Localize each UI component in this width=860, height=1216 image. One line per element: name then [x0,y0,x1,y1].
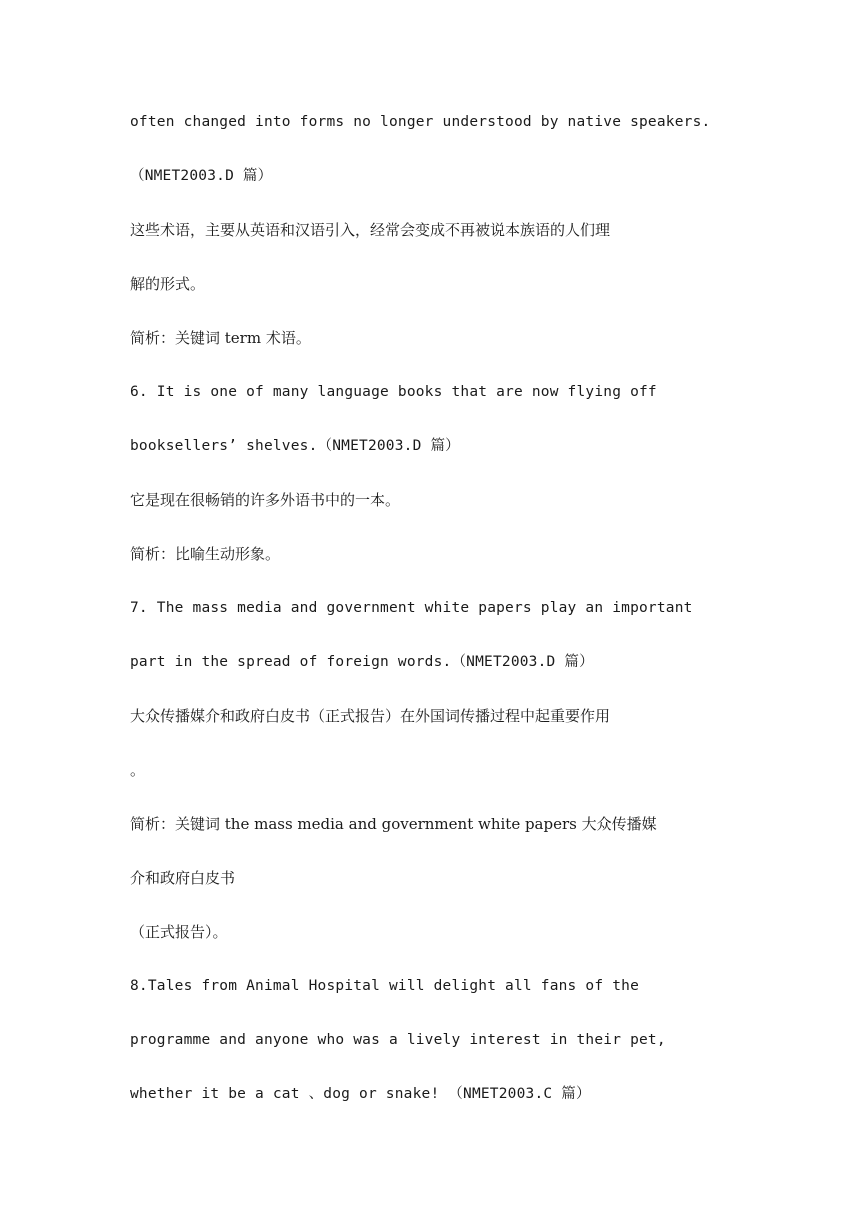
translation-line-2: 解的形式。 [130,275,206,293]
translation-6: 它是现在很畅销的许多外语书中的一本。 [130,491,401,509]
example-sentence-7: 7. The mass media and government white papers play an important [130,600,693,616]
example-sentence-8: 8.Tales from Animal Hospital will delight all fans of the [130,978,639,994]
example-sentence-7-cont: part in the spread of foreign words.（NMET2003.D 篇） [130,654,594,670]
analysis-note-7-cont: 介和政府白皮书 [130,869,236,887]
analysis-note-7-cont-2: （正式报告）。 [130,923,228,941]
translation-7: 大众传播媒介和政府白皮书（正式报告）在外国词传播过程中起重要作用 [130,707,611,725]
analysis-note-7: 简析：关键词 the mass media and government white papers 大众传播媒 [130,815,657,833]
translation-line-1: 这些术语，主要从英语和汉语引入，经常会变成不再被说本族语的人们理 [130,221,611,239]
analysis-note-6: 简析：比喻生动形象。 [130,545,281,563]
translation-7-cont: 。 [130,761,146,779]
example-sentence-6: 6. It is one of many language books that are now flying off [130,384,657,400]
example-sentence-6-cont: booksellers’ shelves.（NMET2003.D 篇） [130,438,460,454]
analysis-note-1: 简析：关键词 term 术语。 [130,329,311,347]
text-line-1: often changed into forms no longer understood by native speakers. [130,114,711,130]
example-sentence-8-cont-2: whether it be a cat 、dog or snake! （NMET2003.C 篇） [130,1086,591,1102]
source-citation-1: （NMET2003.D 篇） [130,168,273,184]
example-sentence-8-cont: programme and anyone who was a lively interest in their pet, [130,1032,666,1048]
